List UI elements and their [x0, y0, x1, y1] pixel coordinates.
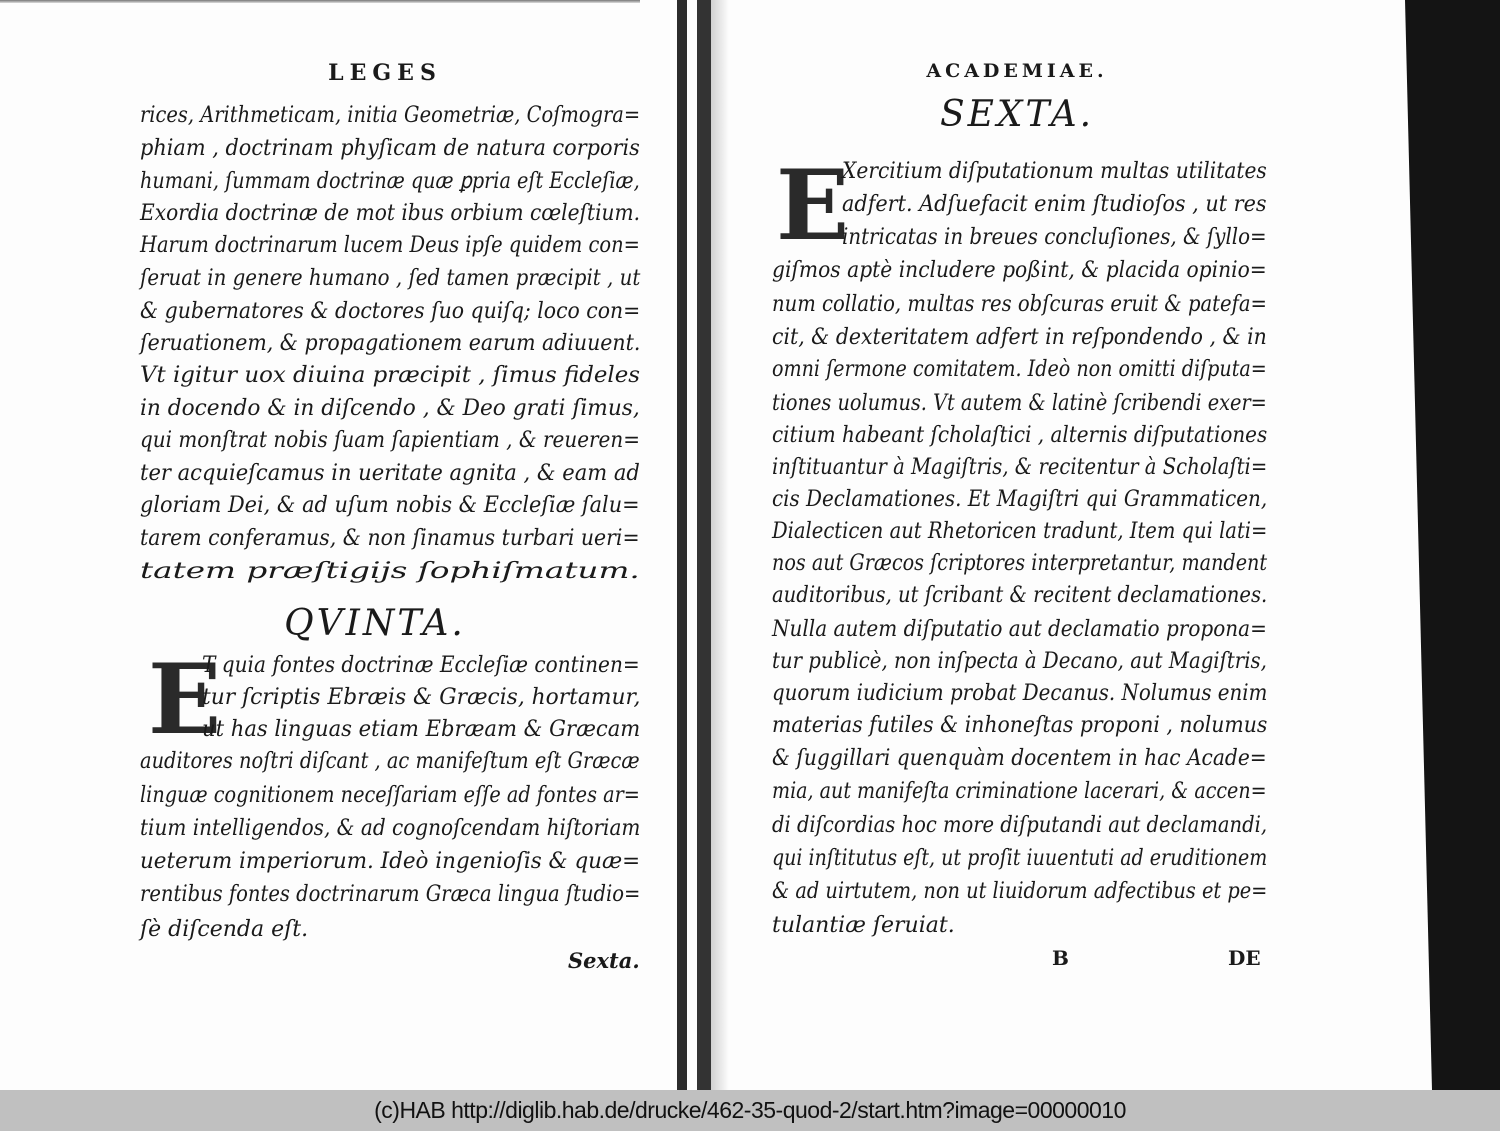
text-line: Dialecticen aut Rhetoricen tradunt, Item qui lati=	[772, 519, 1268, 544]
text-line: auditores noſtri diſcant , ac manifeſtum eſt Græcæ	[140, 749, 640, 774]
text-line: & ad uirtutem, non ut liuidorum adfectibus et pe=	[772, 879, 1268, 904]
text-line: intricatas in breues concluſiones, & ſyllo=	[842, 225, 1267, 250]
text-line: nos aut Græcos ſcriptores interpretantur, mandent	[772, 551, 1268, 576]
section-title-quinta: QVINTA.	[284, 603, 466, 644]
text-line: ſeruationem, & propagationem earum adiuuent.	[140, 331, 641, 356]
text-line: auditoribus, ut ſcribant & recitent declamationes.	[772, 583, 1268, 608]
text-line: ut has linguas etiam Ebræam & Græcam	[202, 717, 641, 742]
drop-cap: E	[148, 643, 222, 756]
text-line: & ſuggillari quenquàm docentem in hac Acade=	[772, 746, 1267, 771]
text-line: linguæ cognitionem neceſſariam eſſe ad fontes ar=	[140, 783, 640, 808]
text-line: tatem præſtigijs ſophiſmatum.	[140, 559, 640, 584]
text-line: ſeruat in genere humano , ſed tamen præcipit , ut	[140, 266, 641, 291]
text-line: Harum doctrinarum lucem Deus ipſe quidem con=	[140, 233, 640, 258]
text-line: Exordia doctrinæ de mot ibus orbium cœleſtium.	[140, 201, 641, 226]
attribution-text: (c)HAB http://diglib.hab.de/drucke/462-35-quod-2/start.htm?image=00000010	[374, 1097, 1126, 1123]
text-line: Nulla autem diſputatio aut declamatio propona=	[772, 617, 1267, 642]
gutter-shade	[711, 0, 729, 1090]
text-line: gloriam Dei, & ad uſum nobis & Eccleſiæ ſalu=	[140, 493, 640, 518]
text-line: humani, ſummam doctrinæ quæ ꝑpria eſt Eccleſiæ,	[140, 169, 640, 194]
catchword: Sexta.	[568, 948, 640, 973]
book-spine-shadow	[677, 0, 687, 1090]
text-line: mia, aut manifeſta criminatione lacerari, & accen=	[772, 779, 1267, 804]
text-line: Vt igitur uox diuina præcipit , ſimus fideles	[140, 363, 641, 388]
text-line: phiam , doctrinam phyſicam de natura corporis	[140, 136, 640, 161]
book-spine-shadow	[697, 0, 711, 1090]
text-line: materias futiles & inhoneſtas proponi , nolumus	[772, 713, 1268, 738]
text-line: giſmos aptè includere poßint, & placida opinio=	[772, 258, 1267, 283]
text-line: tur ſcriptis Ebræis & Græcis, hortamur,	[202, 685, 641, 710]
text-line: ter acquieſcamus in ueritate agnita , & eam ad	[140, 461, 640, 486]
text-line: num collatio, multas res obſcuras eruit & patefa=	[772, 292, 1267, 317]
text-line: tarem conferamus, & non ſinamus turbari ueri=	[140, 526, 640, 551]
text-line: tium intelligendos, & ad cognoſcendam hiſtoriam	[140, 816, 641, 841]
text-line: omni ſermone comitatem. Ideò non omitti diſputa=	[772, 357, 1267, 382]
text-line: tiones uolumus. Vt autem & latinè ſcribendi exer=	[772, 391, 1267, 416]
page-top-edge	[0, 0, 640, 3]
signature-mark: B	[1052, 946, 1069, 970]
text-line: citium habeant ſcholaſtici , alternis diſputationes	[772, 423, 1268, 448]
text-line: qui inſtitutus eſt, ut proſit iuuentuti ad eruditionem	[772, 846, 1268, 871]
text-line: ſè diſcenda eſt.	[140, 917, 309, 942]
catchword: DE	[1228, 946, 1261, 970]
text-line: cis Declamationes. Et Magiſtri qui Grammaticen,	[772, 487, 1268, 512]
text-line: tur publicè, non inſpecta à Decano, aut Magiſtris,	[772, 649, 1267, 674]
text-line: cit, & dexteritatem adfert in reſpondendo , & in	[772, 325, 1267, 350]
drop-cap: E	[776, 149, 850, 262]
text-line: & gubernatores & doctores ſuo quiſq; loco con=	[140, 299, 641, 324]
text-line: adfert. Adſuefacit enim ſtudioſos , ut res	[842, 192, 1267, 217]
text-line: inſtituantur à Magiſtris, & recitentur à Scholaſti=	[772, 455, 1268, 480]
running-head-right: ACADEMIAE.	[926, 60, 1108, 82]
text-line: ueterum imperiorum. Ideò ingenioſis & quæ=	[140, 849, 641, 874]
text-line: in docendo & in diſcendo , & Deo grati ſimus,	[140, 396, 640, 421]
text-line: tulantiæ ſeruiat.	[772, 913, 955, 938]
section-title-sexta: SEXTA.	[939, 94, 1095, 135]
text-line: T quia fontes doctrinæ Eccleſiæ continen=	[202, 653, 640, 678]
text-line: rentibus fontes doctrinarum Græca lingua ſtudio=	[140, 882, 641, 907]
running-head-left: LEGES	[328, 60, 442, 86]
text-line: Xercitium diſputationum multas utilitates	[842, 159, 1267, 184]
text-line: rices, Arithmeticam, initia Geometriæ, Coſmogra=	[140, 103, 641, 128]
text-line: di diſcordias hoc more diſputandi aut declamandi,	[772, 813, 1268, 838]
attribution-footer	[0, 1090, 1500, 1131]
text-line: quorum iudicium probat Decanus. Nolumus enim	[772, 681, 1268, 706]
text-line: qui monſtrat nobis ſuam ſapientiam , & reueren=	[140, 428, 640, 453]
